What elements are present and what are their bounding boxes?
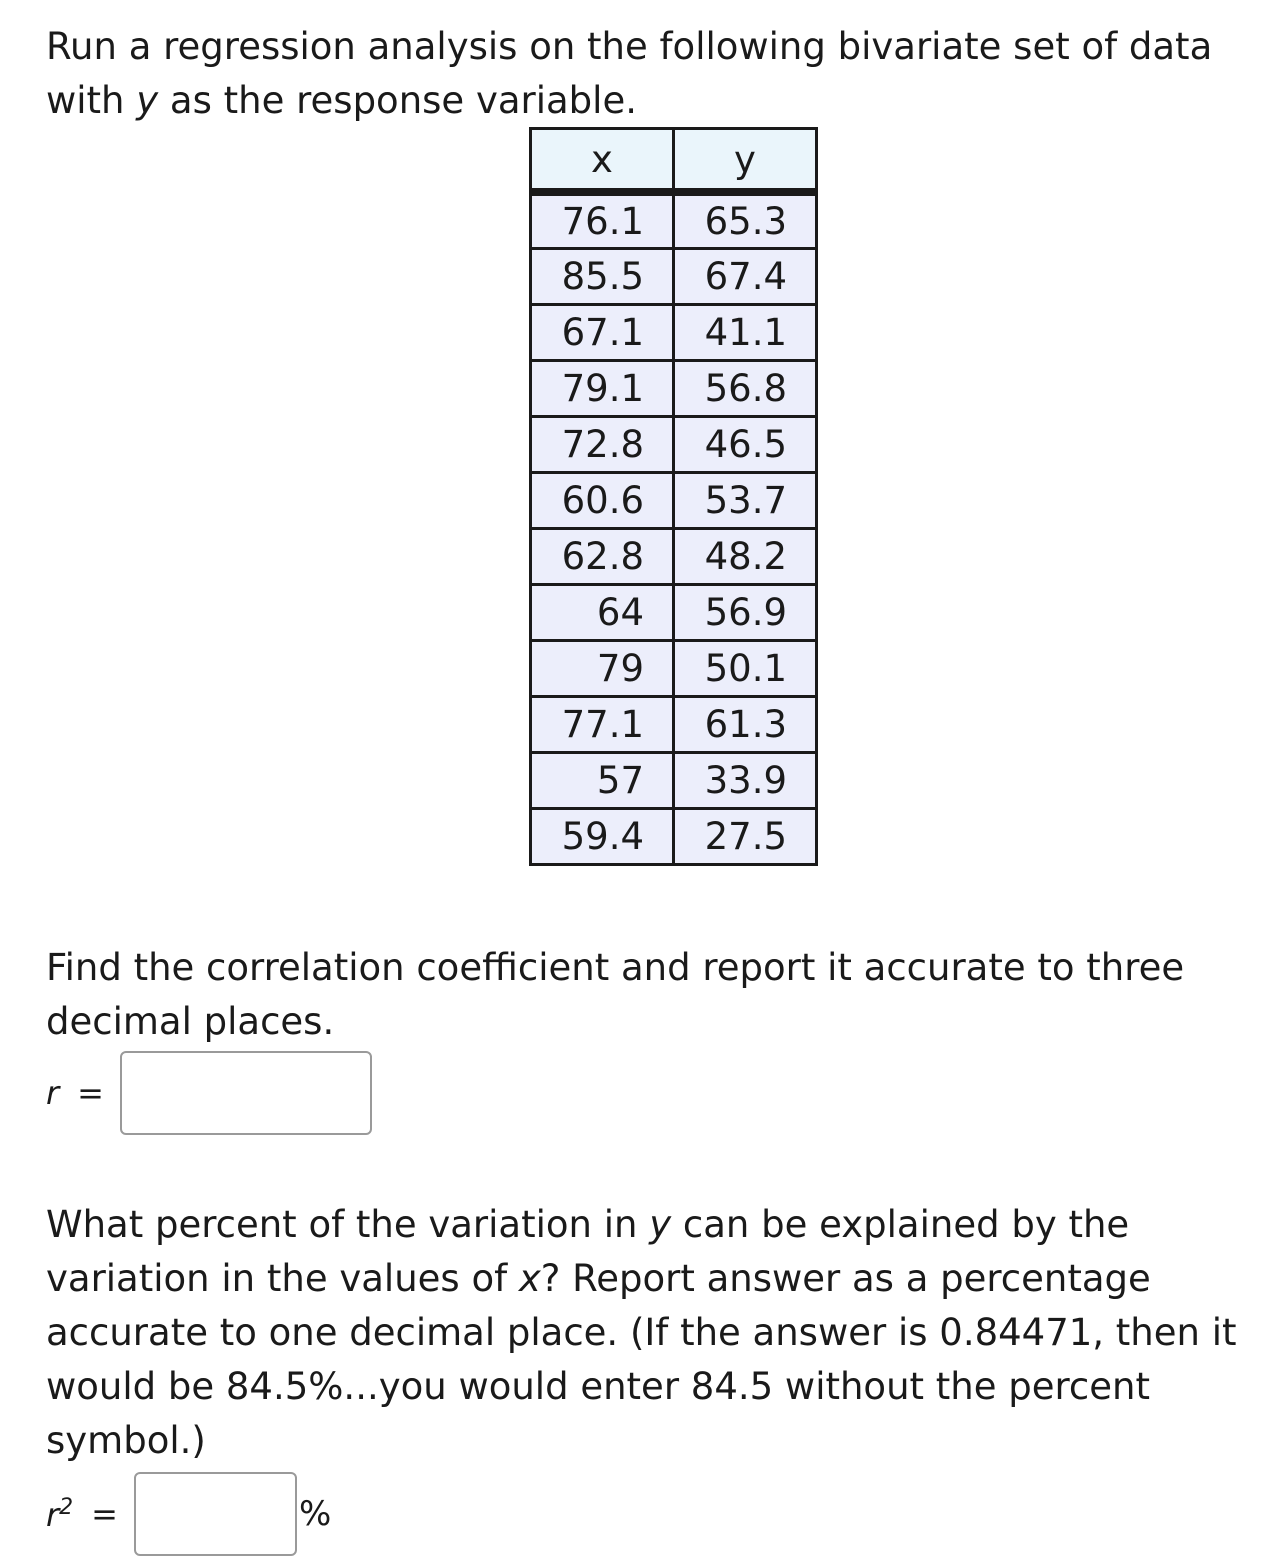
x-cell: 57 [531,752,674,808]
table-row [531,584,817,640]
x-cell: 72.8 [531,416,674,472]
y-cell: 56.9 [674,584,817,640]
table-header-row [531,129,817,193]
x-cell: 79.1 [531,360,674,416]
r-equals: = [77,1074,104,1112]
y-cell: 27.5 [674,808,817,864]
column-header-x: x [531,129,674,193]
y-cell: 56.8 [674,360,817,416]
r-squared-answer-row [46,1472,331,1556]
column-header-y: y [674,129,817,193]
data-table [529,127,818,866]
y-cell: 50.1 [674,640,817,696]
variation-question [46,1198,1246,1468]
x-cell: 64 [531,584,674,640]
r-label: r [46,1074,60,1112]
table-row [531,248,817,304]
table-row [531,360,817,416]
x-cell: 67.1 [531,304,674,360]
table-row [531,416,817,472]
question-intro-text: Run a regression analysis on the following bivariate set of data with [46,25,1213,122]
x-cell: 76.1 [531,192,674,248]
table-row [531,752,817,808]
correlation-question: Find the correlation coefficient and report it accurate to three decimal places. [46,946,1185,1043]
r-squared-exponent: 2 [59,1494,74,1520]
r-answer-row [46,1051,372,1135]
percent-unit: % [298,1494,332,1534]
x-cell: 79 [531,640,674,696]
x-cell: 62.8 [531,528,674,584]
table-row [531,192,817,248]
table-row [531,472,817,528]
table-row [531,528,817,584]
response-variable: y [136,79,159,122]
variation-question-text-end: ? Report answer as a percentage accurate to one decimal place. (If the answer is 0.84471, then it would be 84.5%...you would enter 84.5 without the percent symbol.) [46,1257,1237,1462]
r-squared-base: r [46,1495,60,1534]
r-squared-answer-input[interactable] [134,1472,297,1556]
variable-x: x [518,1257,541,1300]
x-cell: 59.4 [531,808,674,864]
r-answer-input[interactable] [120,1051,372,1135]
variation-question-text-mid: can be explained by the variation in the values of [46,1203,1130,1300]
table-row [531,640,817,696]
table-row [531,808,817,864]
y-cell: 33.9 [674,752,817,808]
y-cell: 65.3 [674,192,817,248]
x-cell: 77.1 [531,696,674,752]
r-squared-label [46,1495,73,1534]
table-row [531,304,817,360]
table-row [531,696,817,752]
y-cell: 41.1 [674,304,817,360]
y-cell: 48.2 [674,528,817,584]
y-cell: 53.7 [674,472,817,528]
y-cell: 46.5 [674,416,817,472]
r-squared-equals: = [91,1495,118,1533]
question-intro [46,20,1246,128]
variation-question-text: What percent of the variation in [46,1203,650,1246]
question-intro-text-end: as the response variable. [158,79,637,122]
variable-y: y [649,1203,672,1246]
y-cell: 67.4 [674,248,817,304]
x-cell: 85.5 [531,248,674,304]
x-cell: 60.6 [531,472,674,528]
y-cell: 61.3 [674,696,817,752]
